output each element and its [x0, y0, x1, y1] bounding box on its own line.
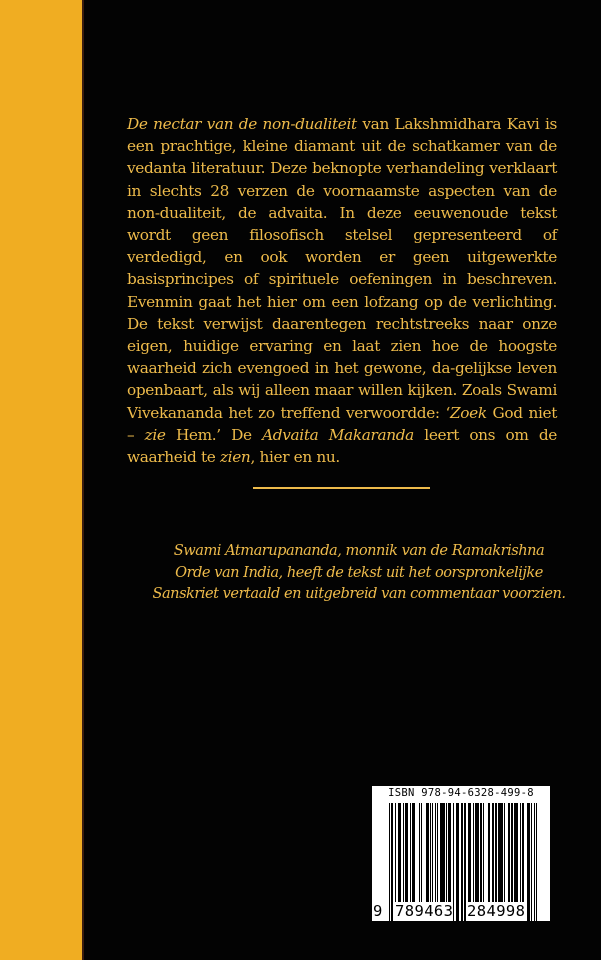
- blurb-italic-zoek: Zoek: [450, 403, 487, 422]
- spine-edge: [82, 0, 84, 960]
- blurb-text: , hier en nu.: [250, 448, 340, 467]
- translator-line: Swami Atmarupananda, monnik van de Ramakrishna: [173, 542, 545, 559]
- blurb-text: leert ons om de waarheid te: [127, 425, 558, 467]
- blurb-italic-makaranda: Advaita Makaranda: [262, 425, 414, 444]
- ean-digits: [373, 902, 549, 921]
- translator-note: [122, 540, 596, 605]
- blurb-italic-zien: zien: [219, 448, 251, 467]
- yellow-spine-strip: [0, 0, 82, 960]
- divider-line: [253, 487, 430, 489]
- book-title-italic: De nectar van de non-dualiteit: [127, 115, 357, 133]
- ean-right-group: 284998: [467, 902, 526, 920]
- blurb-text: Hem.’ De: [165, 425, 263, 444]
- isbn-barcode: [372, 786, 550, 921]
- translator-line: Sanskriet vertaald en uitgebreid van commentaar voorzien.: [152, 585, 566, 602]
- ean-first-digit: 9: [373, 902, 383, 920]
- blurb-italic-zie: zie: [144, 425, 166, 444]
- blurb-paragraph: [127, 113, 557, 468]
- blurb-text: God niet –: [127, 403, 557, 444]
- isbn-label: ISBN 978-94-6328-499-8: [388, 787, 534, 799]
- ean-left-group: 789463: [395, 902, 454, 920]
- translator-line: Orde van India, heeft de tekst uit het oorspronkelijke: [175, 563, 543, 581]
- blurb-text: van Lakshmidhara Kavi is een prachtige, kleine diamant uit de schatkamer van de vedanta literatuur. Deze beknopte verhandeling verklaart in slechts 28 verzen de voornaamste aspecten van de non-dualiteit, de advaita. In deze eeuwenoude tekst wordt geen filosofisch stelsel gepresenteerd of verdedigd, en ook worden er geen uitgewerkte basisprincipes of spirituele oefeningen in beschreven. Evenmin gaat het hier om een lofzang op de verlichting. De tekst verwijst daarentegen rechtstreeks naar onze eigen, huidige ervaring en laat zien hoe de hoogste waarheid zich evengoed in het gewone, da-gelijkse leven openbaart, als wij alleen maar willen kijken. Zoals Swami Vivekananda het zo treffend verwoordde: ‘: [127, 115, 557, 422]
